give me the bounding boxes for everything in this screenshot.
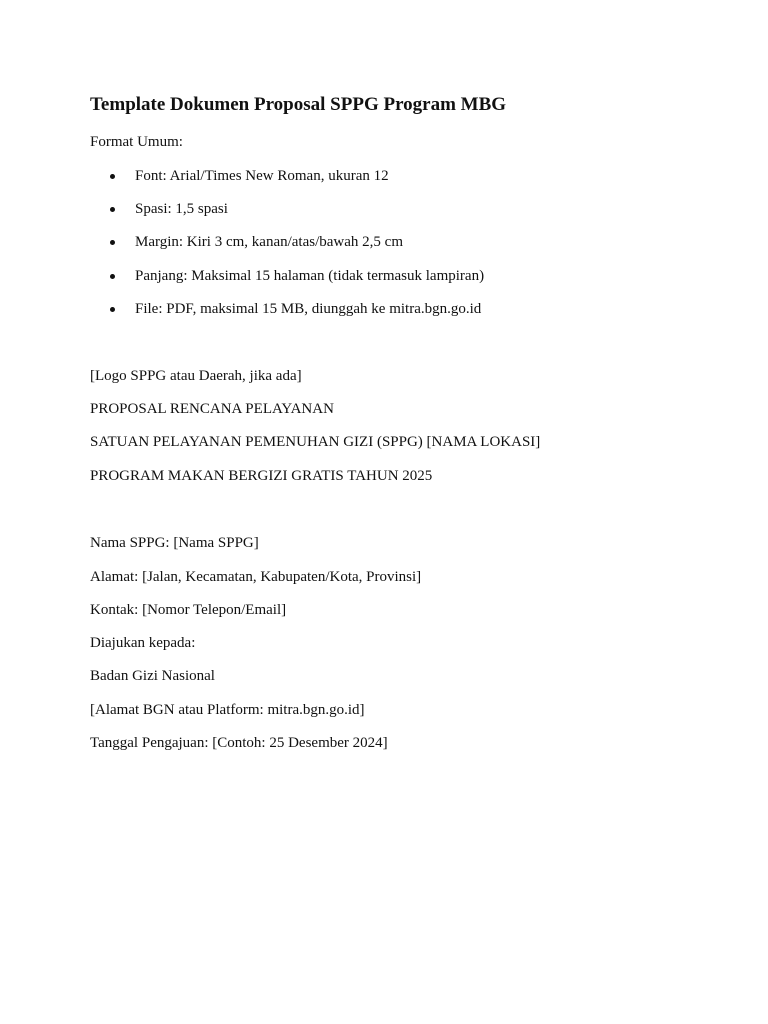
detail-diajukan: Diajukan kepada:	[90, 635, 196, 651]
detail-alamat: Alamat: [Jalan, Kecamatan, Kabupaten/Kota, Provinsi]	[90, 569, 422, 585]
detail-kontak: Kontak: [Nomor Telepon/Email]	[90, 602, 287, 618]
detail-tanggal: Tanggal Pengajuan: [Contoh: 25 Desember 2024]	[90, 735, 388, 751]
detail-nama: Nama SPPG: [Nama SPPG]	[90, 535, 259, 551]
document-title: Template Dokumen Proposal SPPG Program MBG	[90, 94, 507, 115]
cover-line-program: PROGRAM MAKAN BERGIZI GRATIS TAHUN 2025	[90, 468, 433, 484]
list-item-text: Panjang: Maksimal 15 halaman (tidak termasuk lampiran)	[135, 268, 485, 284]
detail-badan: Badan Gizi Nasional	[90, 668, 215, 684]
list-item-text: File: PDF, maksimal 15 MB, diunggah ke mitra.bgn.go.id	[135, 301, 482, 317]
bullet-icon	[110, 240, 115, 245]
cover-line-proposal: PROPOSAL RENCANA PELAYANAN	[90, 401, 334, 417]
list-item-text: Font: Arial/Times New Roman, ukuran 12	[135, 168, 389, 184]
bullet-icon	[110, 174, 115, 179]
bullet-icon	[110, 207, 115, 212]
list-item-text: Spasi: 1,5 spasi	[135, 201, 228, 217]
format-heading: Format Umum:	[90, 134, 183, 150]
bullet-icon	[110, 307, 115, 312]
cover-line-sppg: SATUAN PELAYANAN PEMENUHAN GIZI (SPPG) [NAMA LOKASI]	[90, 434, 541, 450]
detail-alamat-bgn: [Alamat BGN atau Platform: mitra.bgn.go.id]	[90, 702, 365, 718]
bullet-icon	[110, 274, 115, 279]
logo-placeholder: [Logo SPPG atau Daerah, jika ada]	[90, 368, 302, 384]
list-item-text: Margin: Kiri 3 cm, kanan/atas/bawah 2,5 cm	[135, 234, 403, 250]
